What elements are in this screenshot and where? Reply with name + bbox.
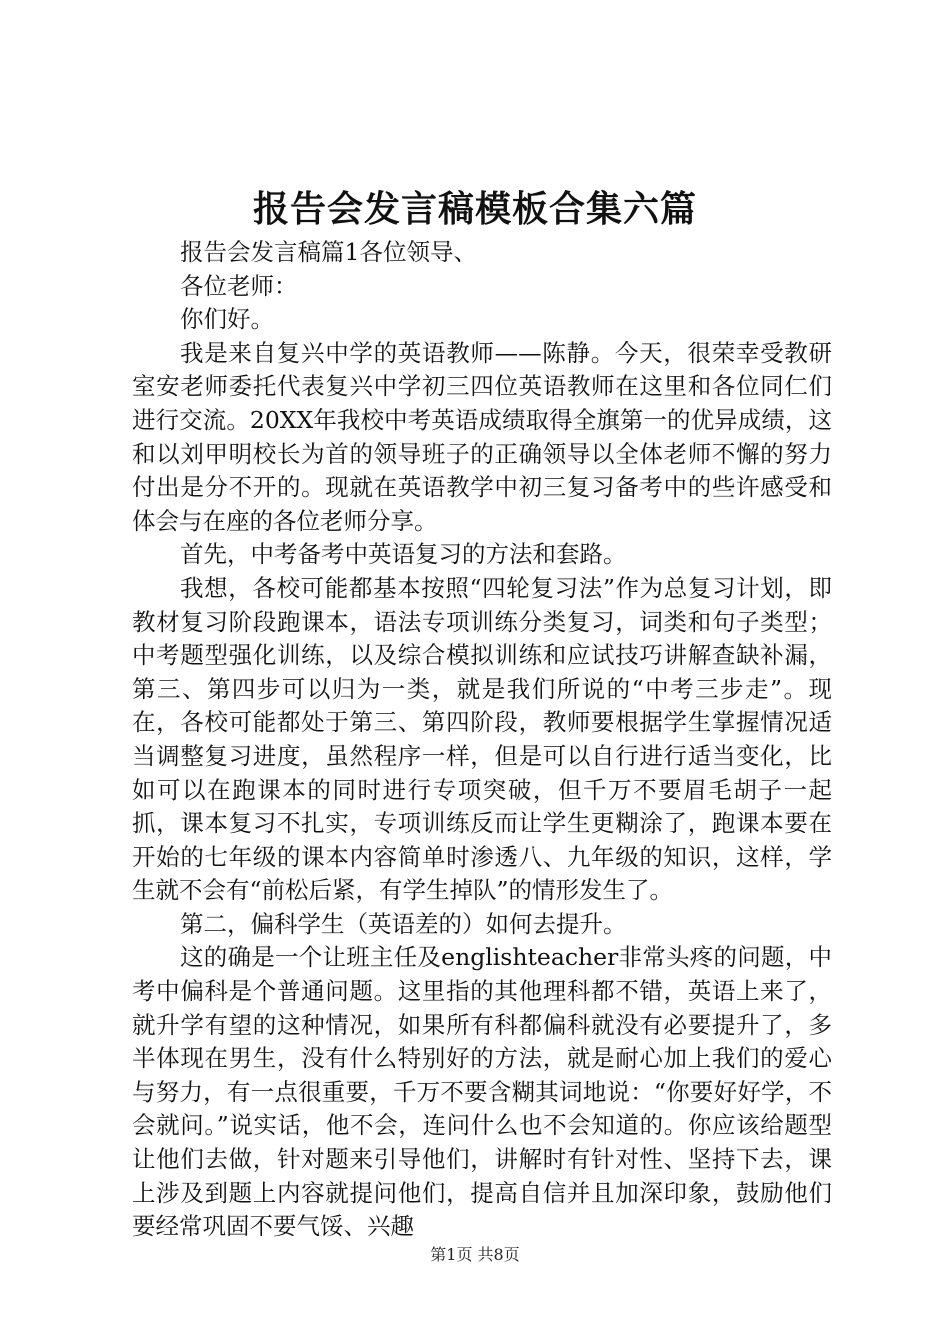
paragraph: 这的确是一个让班主任及englishteacher非常头疼的问题，中考中偏科是个普通问题。这里指的其他理科都不错，英语上来了，就升学有望的这种情况，如果所有科都偏科就没有必要提升了，多半体现在男生，没有什么特别好的方法，就是耐心加上我们的爱心与努力，有一点很重要，千万不要含糊其词地说：“你要好好学，不会就问。”说实话，他不会，连问什么也不会知道的。你应该给题型让他们去做，针对题来引导他们，讲解时有针对性、坚持下去，课上涉及到题上内容就提问他们，提高自信并且加深印象，鼓励他们要经常巩固不要气馁、兴趣 bbox=[132, 943, 832, 1241]
document-title: 报告会发言稿模板合集六篇 bbox=[252, 188, 697, 230]
paragraph: 第二，偏科学生（英语差的）如何去提升。 bbox=[180, 909, 627, 938]
paragraph: 我想，各校可能都基本按照“四轮复习法”作为总复习计划，即教材复习阶段跑课本，语法专项训练分类复习，词类和句子类型；中考题型强化训练，以及综合模拟训练和应试技巧讲解查缺补漏，第三、第四步可以归为一类，就是我们所说的“中考三步走”。现在，各校可能都处于第三、第四阶段，教师要根据学生掌握情况适当调整复习进度，虽然程序一样，但是可以自行进行适当变化，比如可以在跑课本的同时进行专项突破，但千万不要眉毛胡子一起抓，课本复习不扎实，专项训练反而让学生更糊涂了，跑课本要在开始的七年级的课本内容简单时渗透八、九年级的知识，这样，学生就不会有“前松后紧，有学生掉队”的情形发生了。 bbox=[132, 573, 832, 905]
page-number-footer: 第1页 共8页 bbox=[430, 1245, 520, 1264]
document-body bbox=[132, 236, 832, 1244]
paragraph: 我是来自复兴中学的英语教师——陈静。今天，很荣幸受教研室安老师委托代表复兴中学初三四位英语教师在这里和各位同仁们进行交流。20XX年我校中考英语成绩取得全旗第一的优异成绩，这和以刘甲明校长为首的领导班子的正确领导以全体老师不懈的努力付出是分不开的。现就在英语教学中初三复习备考中的些许感受和体会与在座的各位老师分享。 bbox=[132, 338, 832, 535]
paragraph: 首先，中考备考中英语复习的方法和套路。 bbox=[180, 540, 627, 569]
paragraph: 各位老师： bbox=[180, 271, 298, 300]
paragraph: 报告会发言稿篇1各位领导、 bbox=[180, 238, 477, 266]
paragraph: 你们好。 bbox=[180, 305, 274, 334]
